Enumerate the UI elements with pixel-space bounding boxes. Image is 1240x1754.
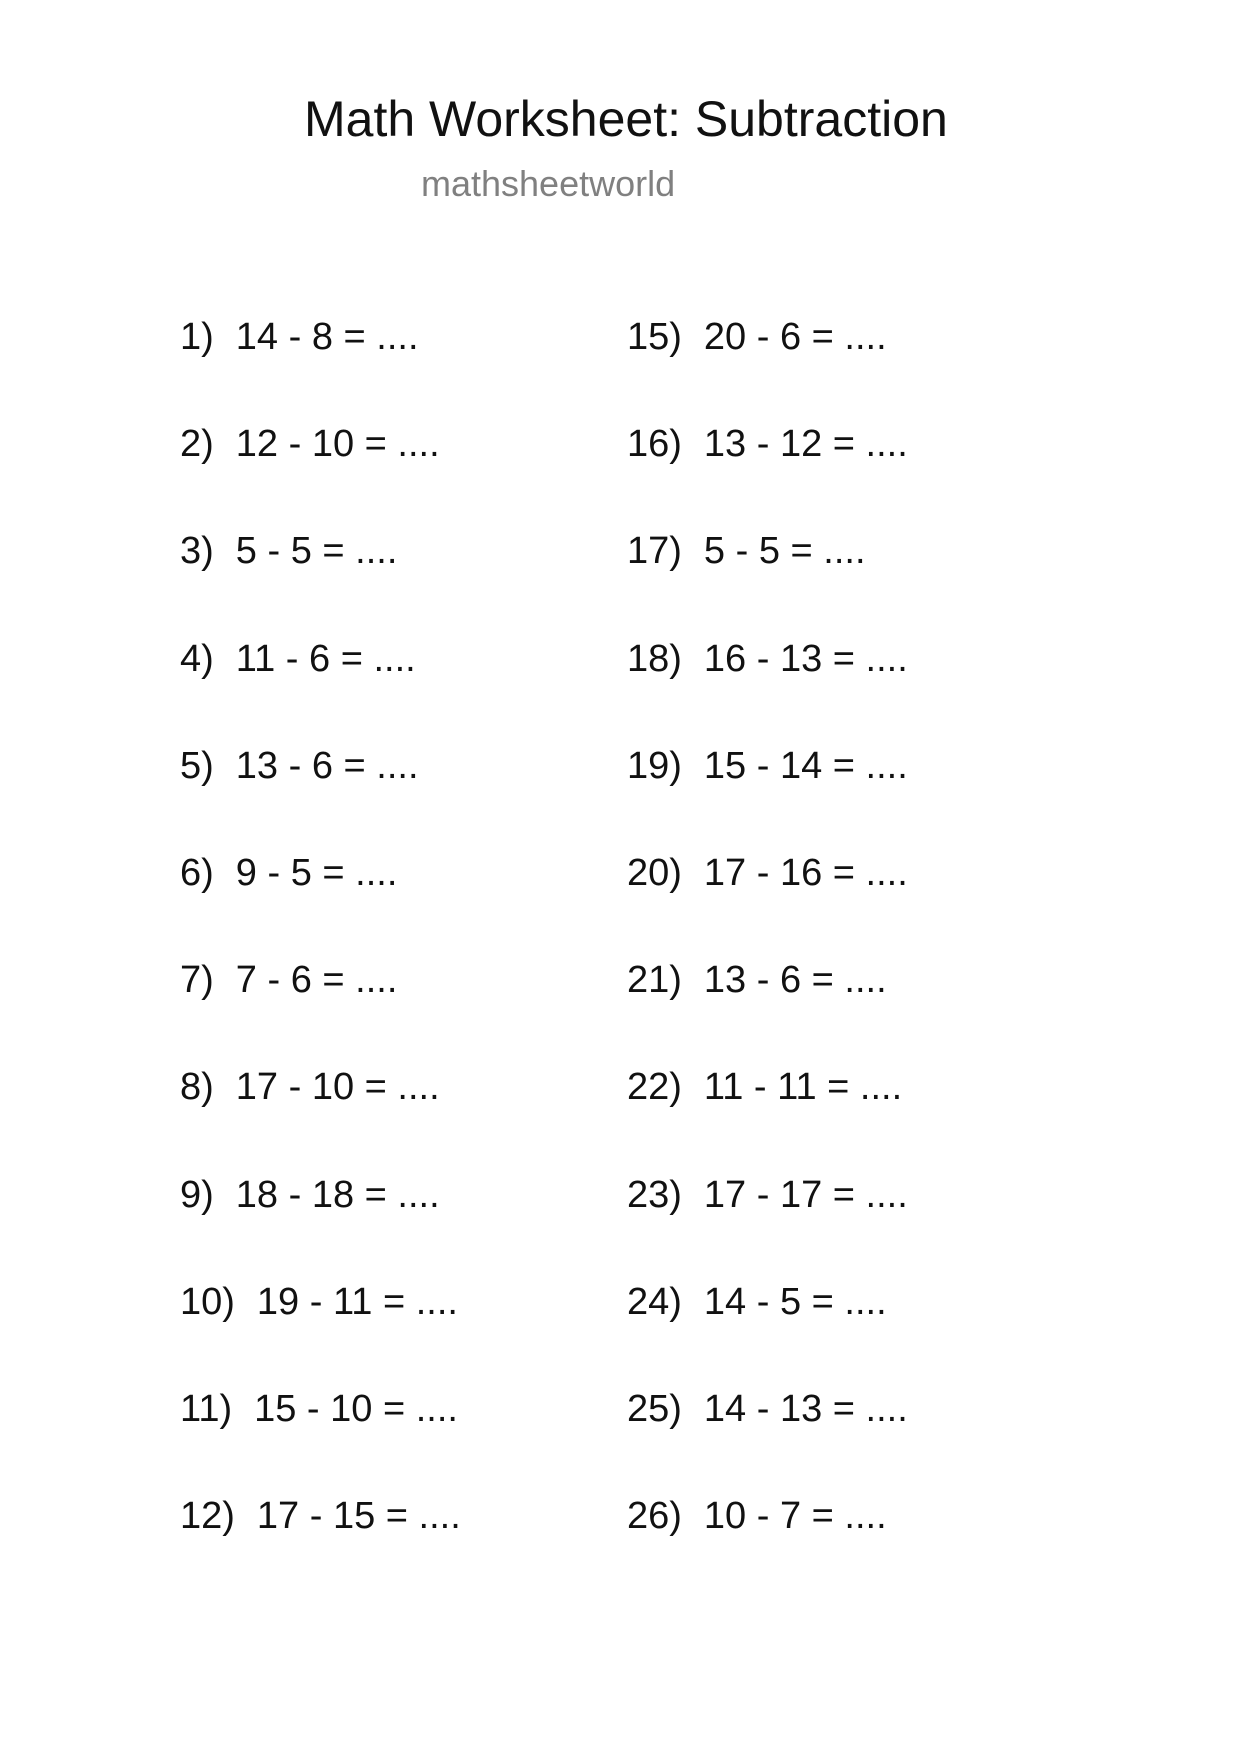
problem-number: 18) [627,637,682,680]
problem-number: 10) [180,1280,235,1323]
problem-item [627,422,1067,529]
problem-expression: 15 - 10 = .... [254,1387,458,1430]
problem-expression: 10 - 7 = .... [703,1495,887,1538]
problem-number: 7) [180,959,214,1002]
problem-expression: 5 - 5 = .... [235,530,398,573]
problem-expression: 17 - 15 = .... [256,1495,461,1538]
problem-item [627,1280,1067,1387]
problem-expression: 17 - 10 = .... [235,1066,440,1109]
problem-item [627,1387,1067,1494]
problem-expression: 13 - 6 = .... [703,959,887,1002]
problem-number: 12) [180,1495,235,1538]
problem-item [180,1387,620,1494]
problem-number: 9) [180,1173,214,1216]
problem-number: 17) [627,530,682,573]
problem-number: 6) [180,851,214,894]
problem-expression: 19 - 11 = .... [256,1280,458,1323]
problem-item [627,1494,1067,1601]
problem-item [627,1065,1067,1172]
problem-expression: 18 - 18 = .... [235,1173,440,1216]
problem-expression: 20 - 6 = .... [703,316,887,358]
problem-item [180,1280,620,1387]
problem-number: 24) [627,1280,682,1323]
problem-expression: 7 - 6 = .... [235,959,398,1002]
problem-number: 4) [180,637,214,680]
problem-number: 19) [627,744,682,787]
problem-number: 22) [627,1066,682,1109]
page-subtitle: mathsheetworld [421,163,676,204]
problem-item [180,851,620,958]
problem-number: 23) [627,1173,682,1216]
problem-number: 26) [627,1495,682,1538]
problem-expression: 14 - 5 = .... [703,1280,887,1323]
problem-expression: 16 - 13 = .... [703,637,908,680]
problem-expression: 5 - 5 = .... [703,530,866,573]
problem-number: 25) [627,1387,682,1430]
problem-number: 16) [627,423,682,466]
problem-expression: 14 - 13 = .... [703,1387,908,1430]
problem-number: 11) [180,1387,233,1430]
problem-expression: 17 - 16 = .... [703,851,908,894]
problem-number: 1) [180,316,214,358]
problem-expression: 12 - 10 = .... [235,423,440,466]
problem-number: 20) [627,851,682,894]
problem-expression: 9 - 5 = .... [235,851,398,894]
problem-item [627,958,1067,1065]
problem-number: 5) [180,744,214,787]
problem-item [180,1065,620,1172]
problem-item [180,1173,620,1280]
problem-item [627,637,1067,744]
problem-item [627,851,1067,958]
problem-expression: 14 - 8 = .... [235,316,419,358]
problem-item [180,958,620,1065]
problem-item [180,422,620,529]
problem-item [627,529,1067,636]
page-title: Math Worksheet: Subtraction [304,91,948,147]
problem-number: 3) [180,530,214,573]
problem-item [180,637,620,744]
problem-expression: 11 - 11 = .... [703,1066,903,1109]
problem-number: 15) [627,316,682,358]
problem-number: 21) [627,959,682,1002]
problem-expression: 13 - 6 = .... [235,744,419,787]
problem-item [627,1173,1067,1280]
problem-expression: 15 - 14 = .... [703,744,908,787]
problem-item [180,529,620,636]
problem-expression: 17 - 17 = .... [703,1173,908,1216]
problem-expression: 13 - 12 = .... [703,423,908,466]
problem-expression: 11 - 6 = .... [235,637,416,680]
problem-item [627,744,1067,851]
problem-item [180,744,620,851]
problem-number: 8) [180,1066,214,1109]
problem-column-right [627,315,1067,1601]
problem-item [180,1494,620,1601]
problem-item [627,315,1067,422]
problem-column-left [180,315,620,1601]
problem-item [180,315,620,422]
problem-number: 2) [180,423,214,466]
